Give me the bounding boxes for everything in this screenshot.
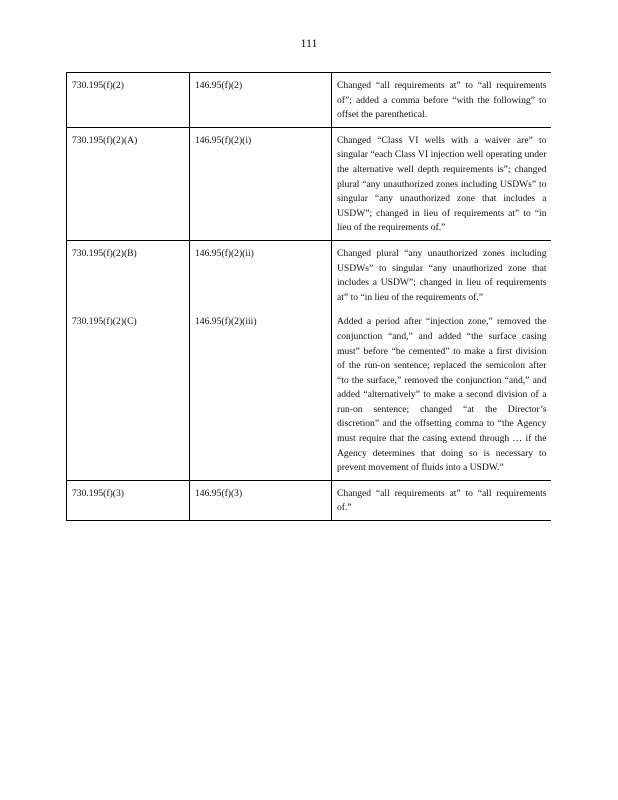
table-row <box>67 309 551 480</box>
section-cell: 730.195(f)(2)(A) <box>67 127 190 240</box>
table-row <box>67 127 551 240</box>
cfr-cell: 146.95(f)(3) <box>190 480 332 520</box>
comparison-table <box>66 72 551 521</box>
table-row <box>67 73 551 128</box>
cfr-cell: 146.95(f)(2)(i) <box>190 127 332 240</box>
table-row <box>67 240 551 309</box>
change-description-cell: Changed “Class VI wells with a waiver are” to singular “each Class VI injection well operating under the alternative well depth requirements is”; changed plural “any unauthorized zones including USDWs” to singular “any unauthorized zone that includes a USDW”; changed in lieu of requirements at” to “in lieu of the requirements of.” <box>332 127 551 240</box>
section-cell: 730.195(f)(2) <box>67 73 190 128</box>
change-description-cell: Added a period after “injection zone,” removed the conjunction “and,” and added “the surface casing must” before “be cemented” to make a first division of the run-on sentence; replaced the semicolon after “to the surface,” removed the conjunction “and,” and added “alternatively” to make a second division of a run-on sentence; changed “at the Director’s discretion” and the offsetting comma to “the Agency must require that the casing extend through … if the Agency determines that doing so is necessary to prevent movement of fluids into a USDW.” <box>332 309 551 480</box>
cfr-cell: 146.95(f)(2)(ii) <box>190 240 332 309</box>
table-row <box>67 480 551 520</box>
cfr-cell: 146.95(f)(2)(iii) <box>190 309 332 480</box>
section-cell: 730.195(f)(3) <box>67 480 190 520</box>
change-description-cell: Changed “all requirements at” to “all requirements of.” <box>332 480 551 520</box>
change-description-cell: Changed plural “any unauthorized zones including USDWs” to singular “any unauthorized zone that includes a USDW”; changed in lieu of requirements at” to “in lieu of the requirements of.” <box>332 240 551 309</box>
cfr-cell: 146.95(f)(2) <box>190 73 332 128</box>
section-cell: 730.195(f)(2)(B) <box>67 240 190 309</box>
change-description-cell: Changed “all requirements at” to “all requirements of”; added a comma before “with the following” to offset the parenthetical. <box>332 73 551 128</box>
page-number: 111 <box>300 36 318 50</box>
section-cell: 730.195(f)(2)(C) <box>67 309 190 480</box>
